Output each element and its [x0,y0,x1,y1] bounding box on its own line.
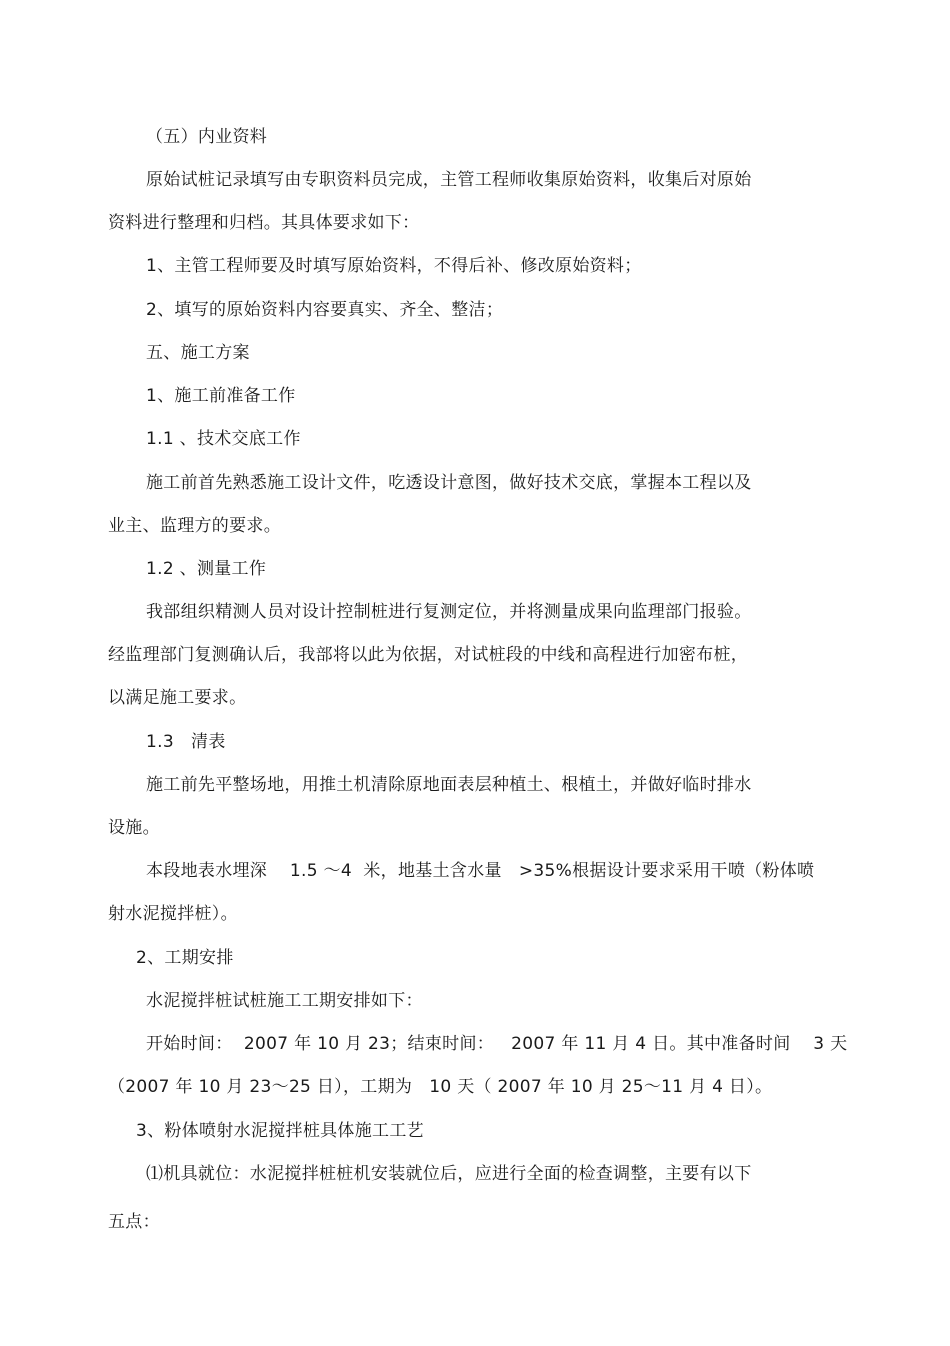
paragraph-line: 射水泥搅拌桩）。 [108,904,238,924]
paragraph-line: ⑴机具就位：水泥搅拌桩桩机安装就位后，应进行全面的检查调整，主要有以下 [146,1164,752,1184]
paragraph-line: 五点： [108,1212,160,1232]
paragraph-line: 以满足施工要求。 [108,688,247,708]
section-heading: 五、施工方案 [146,343,250,363]
subsection-heading: 2、工期安排 [136,948,234,968]
paragraph-line: 施工前首先熟悉施工设计文件，吃透设计意图，做好技术交底，掌握本工程以及 [146,473,752,493]
paragraph-line: 设施。 [108,818,160,838]
list-item: 2、填写的原始资料内容要真实、齐全、整洁； [146,300,504,320]
subsection-heading: 3、粉体喷射水泥搅拌桩具体施工工艺 [136,1121,424,1141]
paragraph-line: 资料进行整理和归档。其具体要求如下： [108,213,420,233]
list-item: 1、主管工程师要及时填写原始资料，不得后补、修改原始资料； [146,256,642,276]
paragraph-line: 我部组织精测人员对设计控制桩进行复测定位，并将测量成果向监理部门报验。 [146,602,752,622]
subsection-heading: 1.2 、测量工作 [146,559,267,579]
subsection-heading: 1.3 清表 [146,732,226,752]
paragraph-line: 原始试桩记录填写由专职资料员完成，主管工程师收集原始资料，收集后对原始 [146,170,752,190]
subsection-heading: 1、施工前准备工作 [146,386,296,406]
paragraph-line: 业主、监理方的要求。 [108,516,281,536]
paragraph-line: 开始时间： 2007 年 10 月 23；结束时间： 2007 年 11 月 4 日。其中准备时间 3 天 [146,1034,848,1054]
paragraph-line: （2007 年 10 月 23～25 日），工期为 10 天（ 2007 年 10 月 25～11 月 4 日）。 [108,1077,773,1097]
subsection-heading: 1.1 、技术交底工作 [146,429,301,449]
paragraph-line: 施工前先平整场地，用推土机清除原地面表层种植土、根植土，并做好临时排水 [146,775,752,795]
paragraph-line: 本段地表水埋深 1.5 ～4 米，地基土含水量 >35%根据设计要求采用干喷（粉体喷 [146,861,815,881]
section-heading: （五）内业资料 [146,127,268,147]
paragraph-line: 水泥搅拌桩试桩施工工期安排如下： [146,991,423,1011]
paragraph-line: 经监理部门复测确认后，我部将以此为依据，对试桩段的中线和高程进行加密布桩， [108,645,749,665]
